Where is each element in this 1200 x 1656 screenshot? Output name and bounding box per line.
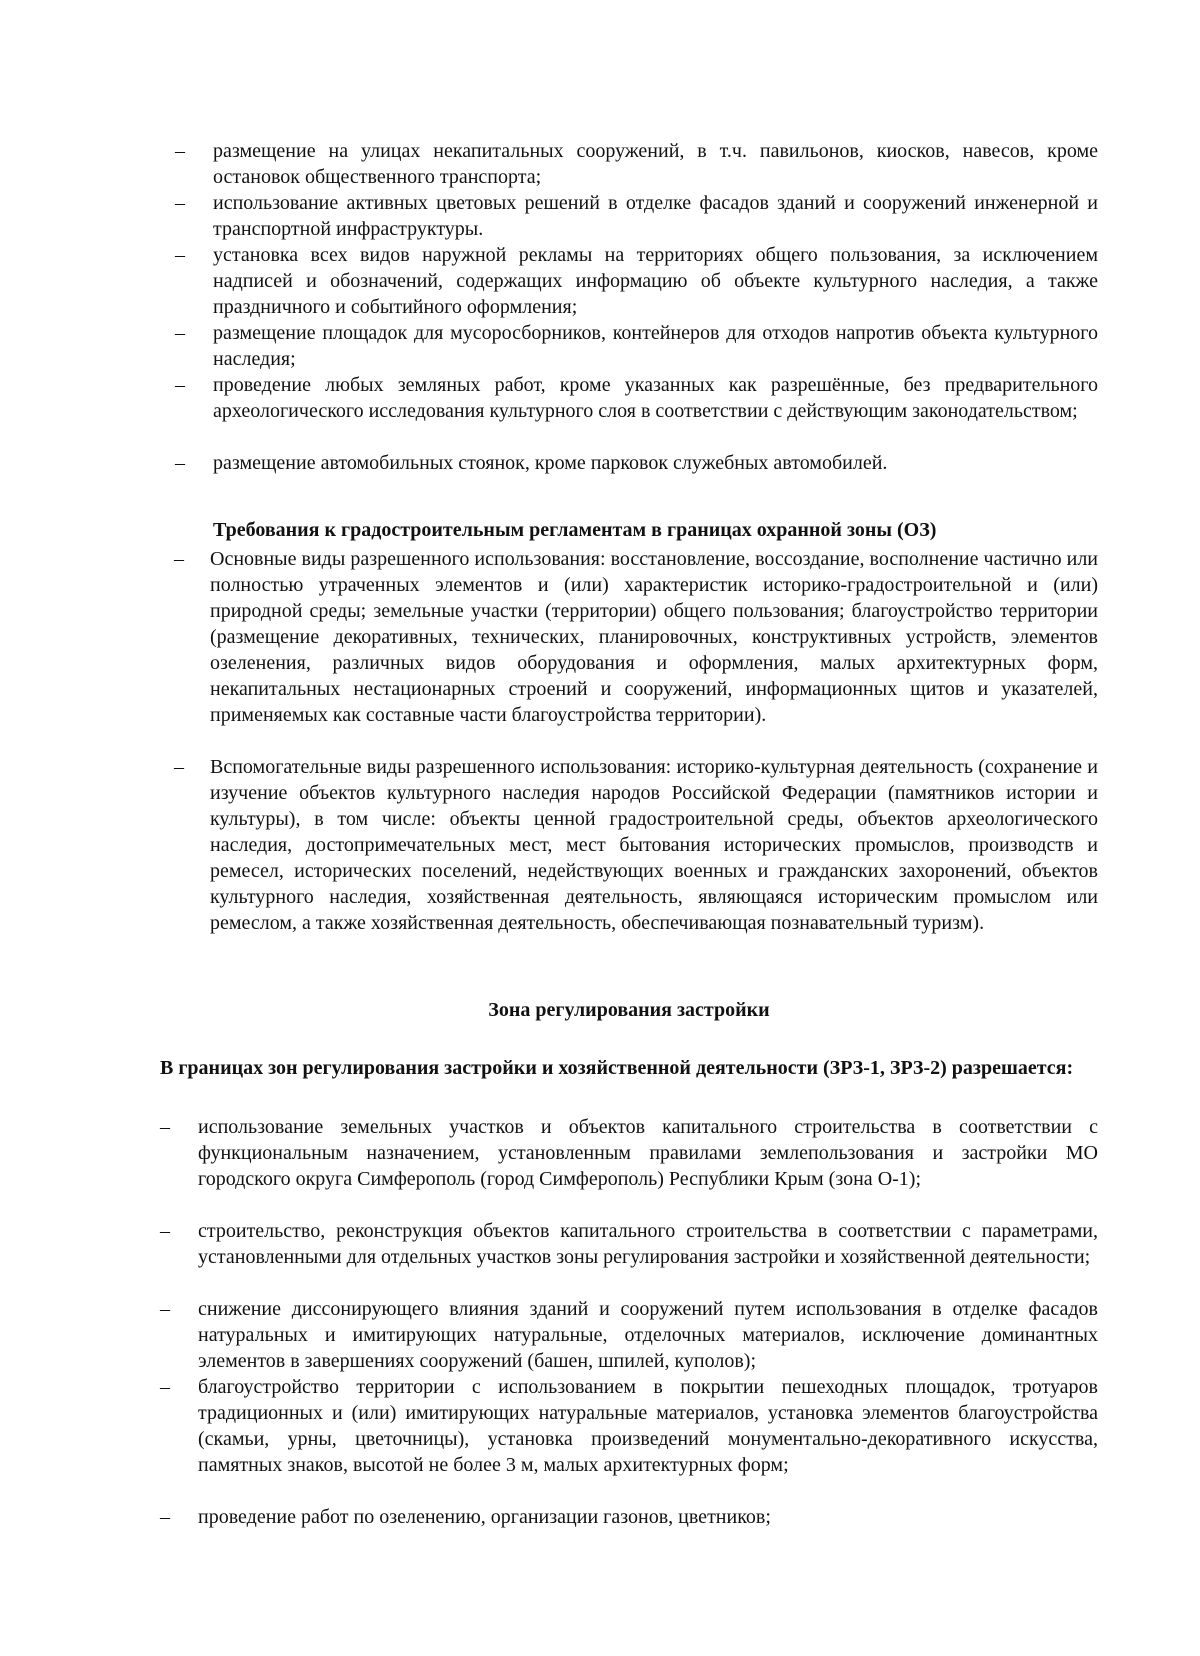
bullet-dash: –: [174, 548, 184, 570]
list-item: [175, 372, 1098, 450]
zrz-list: [160, 1114, 1098, 1530]
bullet-dash: –: [175, 452, 185, 474]
list-item: [160, 1374, 1098, 1504]
list-item: [175, 190, 1098, 242]
list-item-text: благоустройство территории с использованием в покрытии пешеходных площадок, тротуаров традиционных и (или) имитирующих натуральные материалов, установка элементов благоустройства (скамьи, урны, цветочницы), установка произведений монументально-декоративного искусства, памятных знаков, высотой не более 3 м, малых архитектурных форм;: [198, 1376, 1098, 1476]
bullet-dash: –: [160, 1220, 170, 1242]
oz-heading: Требования к градостроительным регламентам в границах охранной зоны (ОЗ): [213, 519, 937, 541]
bullet-dash: –: [160, 1376, 170, 1398]
list-item-text: использование активных цветовых решений в отделке фасадов зданий и сооружений инженерной и транспортной инфраструктуры.: [213, 192, 1098, 240]
oz-list: [174, 546, 1098, 962]
list-item: [175, 242, 1098, 320]
list-item-text: размещение площадок для мусоросборников, контейнеров для отходов напротив объекта культурного наследия;: [213, 322, 1098, 370]
list-item: [160, 1296, 1098, 1374]
bullet-dash: –: [174, 756, 184, 778]
list-item-text: строительство, реконструкция объектов капитального строительства в соответствии с параметрами, установленными для отдельных участков зоны регулирования застройки и хозяйственной деятельности;: [198, 1220, 1098, 1268]
bullet-dash: –: [175, 322, 185, 344]
list-item-text: размещение автомобильных стоянок, кроме парковок служебных автомобилей.: [213, 452, 888, 474]
list-item-text: Основные виды разрешенного использования: восстановление, воссоздание, восполнение частично или полностью утраченных элементов и (или) характеристик историко-градостроительной и (или) природной среды; земельные участки (территории) общего пользования; благоустройство территории (размещение декоративных, технических, планировочных, конструктивных устройств, элементов озеленения, различных видов оборудования и оформления, малых архитектурных форм, некапитальных нестационарных строений и сооружений, информационных щитов и указателей, применяемых как составные части благоустройства территории).: [210, 548, 1098, 726]
list-item-text: использование земельных участков и объектов капитального строительства в соответствии с функциональным назначением, установленным правилами землепользования и застройки МО городского округа Симферополь (город Симферополь) Республики Крым (зона О-1);: [198, 1116, 1098, 1190]
bullet-dash: –: [175, 192, 185, 214]
prohibitions-list: [175, 138, 1098, 476]
list-item: [175, 450, 1098, 476]
list-item: [160, 1218, 1098, 1296]
bullet-dash: –: [160, 1506, 170, 1528]
bullet-dash: –: [175, 140, 185, 162]
zrz-heading: В границах зон регулирования застройки и хозяйственной деятельности (ЗРЗ-1, ЗРЗ-2) разрешается:: [160, 1057, 1074, 1079]
list-item: [175, 138, 1098, 190]
list-item-text: размещение на улицах некапитальных сооружений, в т.ч. павильонов, киосков, навесов, кроме остановок общественного транспорта;: [213, 140, 1098, 188]
zrz-title: Зона регулирования застройки: [488, 999, 770, 1021]
list-item: [175, 320, 1098, 372]
list-item-text: проведение любых земляных работ, кроме указанных как разрешённые, без предварительного археологического исследования культурного слоя в соответствии с действующим законодательством;: [213, 374, 1098, 422]
list-item: [174, 546, 1098, 754]
list-item-text: установка всех видов наружной рекламы на территориях общего пользования, за исключением надписей и обозначений, содержащих информацию об объекте культурного наследия, а также праздничного и событийного оформления;: [213, 244, 1098, 318]
bullet-dash: –: [175, 374, 185, 396]
list-item: [174, 754, 1098, 962]
list-item: [160, 1504, 1098, 1530]
list-item: [160, 1114, 1098, 1218]
bullet-dash: –: [160, 1116, 170, 1138]
bullet-dash: –: [175, 244, 185, 266]
bullet-dash: –: [160, 1298, 170, 1320]
list-item-text: проведение работ по озеленению, организации газонов, цветников;: [198, 1506, 771, 1528]
list-item-text: Вспомогательные виды разрешенного использования: историко-культурная деятельность (сохранение и изучение объектов культурного наследия народов Российской Федерации (памятников истории и культуры), в том числе: объекты ценной градостроительной среды, объектов археологического наследия, достопримечательных мест, мест бытования исторических промыслов, производств и ремесел, исторических поселений, недействующих военных и гражданских захоронений, объектов культурного наследия, хозяйственная деятельность, являющаяся историческим промыслом или ремеслом, а также хозяйственная деятельность, обеспечивающая познавательный туризм).: [210, 756, 1098, 934]
list-item-text: снижение диссонирующего влияния зданий и сооружений путем использования в отделке фасадов натуральных и имитирующих натуральные, отделочных материалов, исключение доминантных элементов в завершениях сооружений (башен, шпилей, куполов);: [198, 1298, 1098, 1372]
